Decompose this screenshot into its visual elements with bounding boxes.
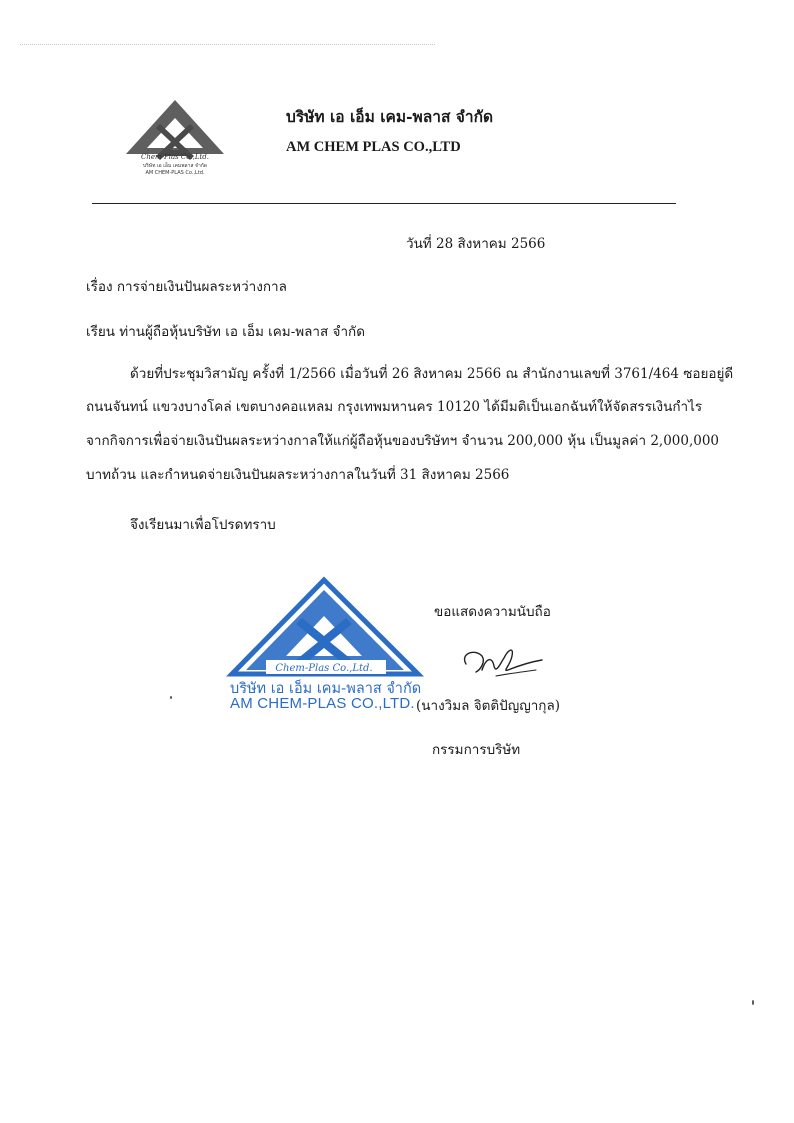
signer-position: กรรมการบริษัท	[432, 742, 521, 758]
logo-thai-text: บริษัท เอ เอ็ม เคมพลาส จำกัด	[142, 163, 208, 169]
signer-name: (นางวิมล จิตติปัญญากุล)	[416, 698, 561, 714]
company-name-thai: บริษัท เอ เอ็ม เคม-พลาส จำกัด	[286, 107, 494, 126]
stamp-name-english: AM CHEM-PLAS CO.,LTD.	[230, 695, 415, 712]
scan-speck	[752, 1000, 754, 1005]
scan-speck	[170, 696, 172, 699]
scan-artifact-line	[20, 44, 435, 45]
handwritten-signature	[456, 640, 548, 686]
header-divider	[92, 203, 676, 204]
letter-subject: เรื่อง การจ่ายเงินปันผลระหว่างกาล	[86, 279, 287, 295]
stamp-script-text: Chem-Plas Co.,Ltd.	[275, 663, 373, 674]
company-logo	[122, 98, 228, 176]
body-line: ถนนจันทน์ แขวงบางโคล่ เขตบางคอแหลม กรุงเทพมหานคร 10120 ได้มีมติเป็นเอกฉันท์ให้จัดสรรเงินกำไร	[86, 399, 703, 415]
letter-recipient: เรียน ท่านผู้ถือหุ้นบริษัท เอ เอ็ม เคม-พลาส จำกัด	[86, 324, 365, 340]
letter-closing: จึงเรียนมาเพื่อโปรดทราบ	[130, 517, 276, 533]
letter-date: วันที่ 28 สิงหาคม 2566	[406, 236, 546, 252]
body-line: บาทถ้วน และกำหนดจ่ายเงินปันผลระหว่างกาลในวันที่ 31 สิงหาคม 2566	[86, 467, 510, 483]
body-line: จากกิจการเพื่อจ่ายเงินปันผลระหว่างกาลให้แก่ผู้ถือหุ้นของบริษัทฯ จำนวน 200,000 หุ้น เป็นมูลค่า 2,000,000	[86, 433, 720, 449]
logo-script-text: Chem-Plas Co.,Ltd.	[140, 153, 210, 161]
letter-regards: ขอแสดงความนับถือ	[434, 604, 551, 620]
stamp-name-thai: บริษัท เอ เอ็ม เคม-พลาส จำกัด	[230, 681, 422, 697]
body-line: ด้วยที่ประชุมวิสามัญ ครั้งที่ 1/2566 เมื่อวันที่ 26 สิงหาคม 2566 ณ สำนักงานเลขที่ 3761/464 ซอยอยู่ดี	[130, 366, 734, 382]
logo-english-text: AM CHEM-PLAS Co.,Ltd.	[145, 170, 205, 176]
company-name-english: AM CHEM PLAS CO.,LTD	[286, 139, 461, 155]
